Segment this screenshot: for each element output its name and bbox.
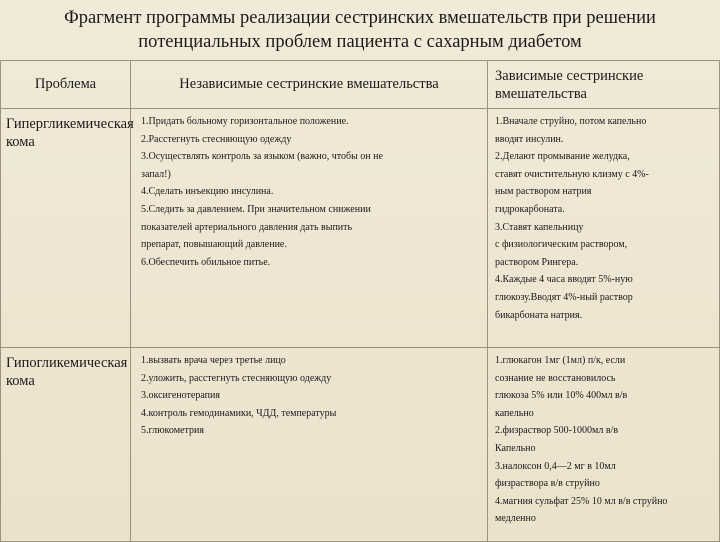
list-item: показателей артериального давления дать выпить bbox=[141, 221, 353, 233]
list-item: медленно bbox=[495, 513, 536, 525]
slide-title bbox=[0, 6, 720, 54]
list-item: бикарбоната натрия. bbox=[495, 309, 583, 321]
title-line-2: потенциальных проблем пациента с сахарным диабетом bbox=[138, 32, 582, 52]
list-item: 1.Вначале струйно, потом капельно bbox=[495, 116, 647, 127]
independent-list bbox=[131, 109, 487, 271]
problem-cell: Гипогликемическая кома bbox=[1, 348, 131, 542]
table-row bbox=[1, 348, 720, 542]
list-item: препарат, повышающий давление. bbox=[141, 239, 287, 251]
independent-list bbox=[131, 348, 487, 440]
dependent-cell bbox=[488, 348, 720, 542]
list-item: 3.Ставят капельницу bbox=[495, 221, 584, 233]
list-item: 2.Расстегнуть стесняющую одежду bbox=[141, 133, 292, 145]
list-item: 1.Придать больному горизонтальное положение. bbox=[141, 116, 349, 127]
header-row bbox=[1, 61, 720, 109]
dependent-list bbox=[488, 348, 719, 528]
list-item: ставят очистительную клизму с 4%- bbox=[495, 168, 649, 180]
independent-cell bbox=[131, 348, 488, 542]
list-item: сознание не восстановилось bbox=[495, 372, 616, 384]
list-item: глюкозу.Вводят 4%-ный раствор bbox=[495, 291, 633, 303]
list-item: Капельно bbox=[495, 442, 536, 454]
header-dependent: Зависимые сестринские вмешательства bbox=[488, 61, 720, 109]
list-item: 5.глюкометрия bbox=[141, 425, 204, 437]
list-item: 5.Следить за давлением. При значительном снижении bbox=[141, 203, 371, 215]
list-item: капельно bbox=[495, 407, 534, 419]
list-item: 4.магния сульфат 25% 10 мл в/в струйно bbox=[495, 495, 668, 507]
list-item: с физиологическим раствором, bbox=[495, 239, 628, 251]
list-item: 1.глюкагон 1мг (1мл) п/к, если bbox=[495, 355, 626, 366]
list-item: 2.физраствор 500-1000мл в/в bbox=[495, 425, 619, 437]
title-line-1: Фрагмент программы реализации сестринских вмешательств при решении bbox=[64, 8, 656, 28]
list-item: 3.оксигенотерапия bbox=[141, 390, 220, 402]
list-item: вводят инсулин. bbox=[495, 133, 564, 145]
dependent-list bbox=[488, 109, 719, 324]
list-item: физраствора в/в струйно bbox=[495, 478, 600, 490]
independent-cell bbox=[131, 109, 488, 348]
interventions-table bbox=[0, 60, 720, 542]
list-item: 3.Осуществлять контроль за языком (важно, чтобы он не bbox=[141, 151, 383, 163]
list-item: 1.вызвать врача через третье лицо bbox=[141, 355, 286, 366]
list-item: раствором Рингера. bbox=[495, 256, 579, 268]
list-item: 6.Обеспечить обильное питье. bbox=[141, 256, 271, 268]
header-problem: Проблема bbox=[1, 61, 131, 109]
dependent-cell bbox=[488, 109, 720, 348]
list-item: глюкоза 5% или 10% 400мл в/в bbox=[495, 390, 628, 402]
list-item: 2.уложить, расстегнуть стесняющую одежду bbox=[141, 372, 332, 384]
list-item: запал!) bbox=[141, 168, 171, 180]
list-item: 4.Сделать инъекцию инсулина. bbox=[141, 186, 274, 198]
list-item: 2.Делают промывание желудка, bbox=[495, 151, 630, 163]
list-item: 4.контроль гемодинамики, ЧДД, температуры bbox=[141, 407, 337, 419]
problem-cell: Гипергликемическая кома bbox=[1, 109, 131, 348]
list-item: 3.налоксон 0,4—2 мг в 10мл bbox=[495, 460, 616, 472]
list-item: 4.Каждые 4 часа вводят 5%-ную bbox=[495, 274, 633, 286]
list-item: ным раствором натрия bbox=[495, 186, 592, 198]
header-independent: Независимые сестринские вмешательства bbox=[131, 61, 488, 109]
table-row bbox=[1, 109, 720, 348]
list-item: гидрокарбоната. bbox=[495, 203, 565, 215]
